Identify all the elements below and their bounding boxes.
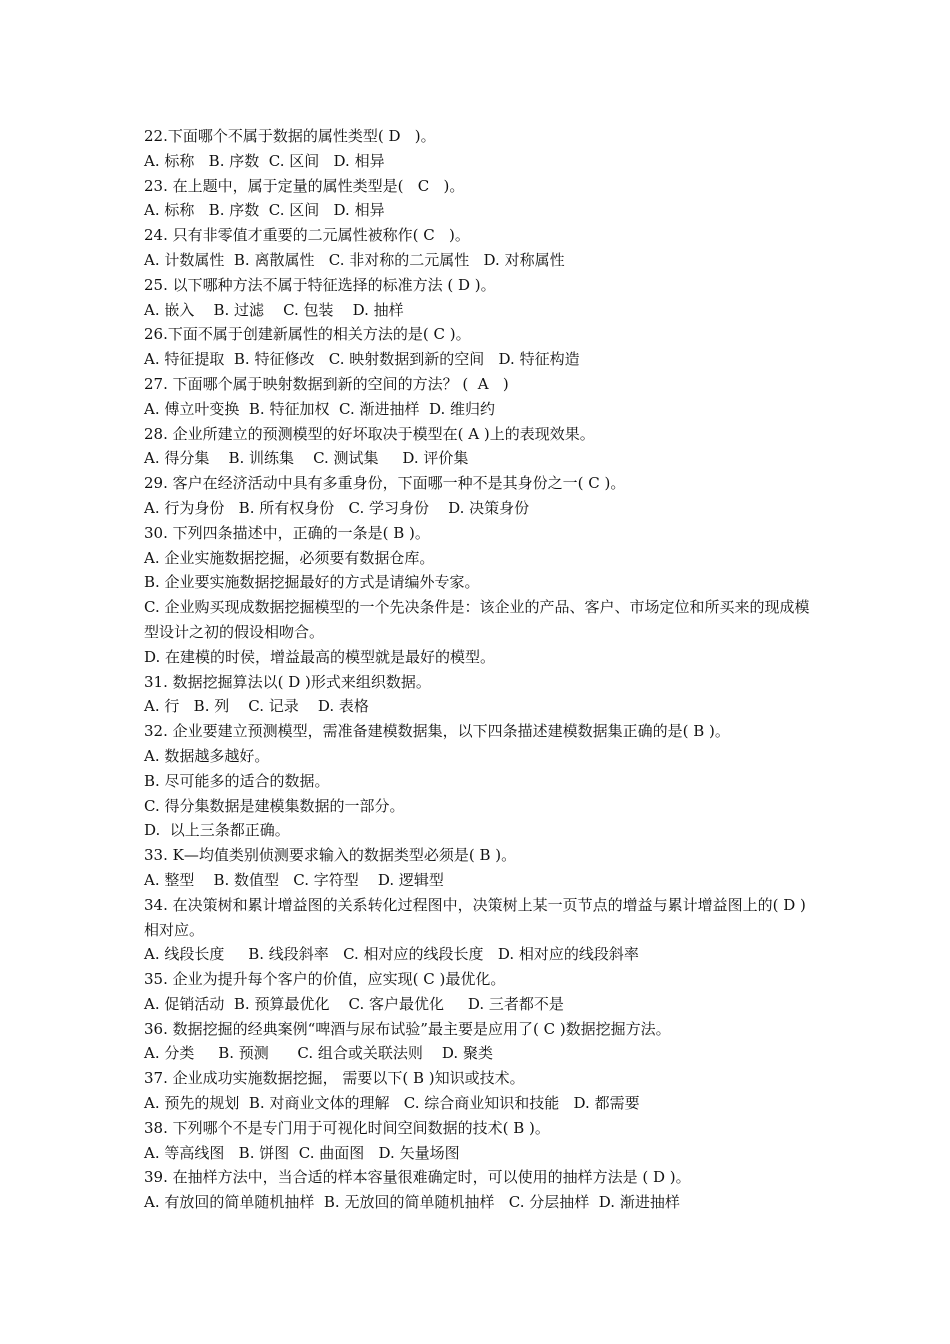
options-24: A. 计数属性 B. 离散属性 C. 非对称的二元属性 D. 对称属性 bbox=[144, 250, 565, 269]
question-39: 39. 在抽样方法中，当合适的样本容量很难确定时，可以使用的抽样方法是 ( D )。 bbox=[144, 1168, 691, 1187]
options-37: A. 预先的规划 B. 对商业文体的理解 C. 综合商业知识和技能 D. 都需要 bbox=[144, 1094, 640, 1113]
options-31: A. 行 B. 列 C. 记录 D. 表格 bbox=[144, 697, 369, 716]
question-27: 27. 下面哪个属于映射数据到新的空间的方法？ ( A ) bbox=[144, 374, 509, 393]
question-23: 23. 在上题中，属于定量的属性类型是( C )。 bbox=[144, 176, 465, 195]
question-25: 25. 以下哪种方法不属于特征选择的标准方法 ( D )。 bbox=[144, 275, 496, 294]
options-34: A. 线段长度 B. 线段斜率 C. 相对应的线段长度 D. 相对应的线段斜率 bbox=[144, 945, 639, 964]
option-32-b: B. 尽可能多的适合的数据。 bbox=[144, 771, 330, 790]
question-24: 24. 只有非零值才重要的二元属性被称作( C )。 bbox=[144, 226, 470, 245]
option-32-c: C. 得分集数据是建模集数据的一部分。 bbox=[144, 796, 405, 815]
question-22: 22.下面哪个不属于数据的属性类型( D )。 bbox=[144, 127, 436, 145]
options-27: A. 傅立叶变换 B. 特征加权 C. 渐进抽样 D. 维归约 bbox=[144, 399, 496, 418]
question-34: 34. 在决策树和累计增益图的关系转化过程图中，决策树上某一页节点的增益与累计增益图上的( D )相对应。 bbox=[144, 895, 806, 939]
question-32: 32. 企业要建立预测模型，需准备建模数据集，以下四条描述建模数据集正确的是( B )。 bbox=[144, 722, 730, 741]
options-22: A. 标称 B. 序数 C. 区间 D. 相异 bbox=[144, 151, 385, 170]
option-32-a: A. 数据越多越好。 bbox=[144, 746, 270, 765]
option-30-b: B. 企业要实施数据挖掘最好的方式是请编外专家。 bbox=[144, 573, 480, 592]
question-list bbox=[144, 124, 814, 1215]
options-25: A. 嵌入 B. 过滤 C. 包装 D. 抽样 bbox=[144, 300, 404, 319]
options-36: A. 分类 B. 预测 C. 组合或关联法则 D. 聚类 bbox=[144, 1044, 493, 1063]
question-37: 37. 企业成功实施数据挖掘， 需要以下( B )知识或技术。 bbox=[144, 1069, 525, 1088]
question-30: 30. 下列四条描述中，正确的一条是( B )。 bbox=[144, 523, 430, 542]
question-33: 33. K—均值类别侦测要求输入的数据类型必须是( B )。 bbox=[144, 846, 517, 865]
question-31: 31. 数据挖掘算法以( D )形式来组织数据。 bbox=[144, 672, 431, 691]
options-29: A. 行为身份 B. 所有权身份 C. 学习身份 D. 决策身份 bbox=[144, 498, 530, 517]
option-30-d: D. 在建模的时侯，增益最高的模型就是最好的模型。 bbox=[144, 647, 496, 666]
question-38: 38. 下列哪个不是专门用于可视化时间空间数据的技术( B )。 bbox=[144, 1118, 550, 1137]
options-33: A. 整型 B. 数值型 C. 字符型 D. 逻辑型 bbox=[144, 870, 444, 889]
option-30-c: C. 企业购买现成数据挖掘模型的一个先决条件是：该企业的产品、客户、市场定位和所买来的现成模型设计之初的假设相吻合。 bbox=[144, 598, 810, 641]
question-26: 26.下面不属于创建新属性的相关方法的是( C )。 bbox=[144, 325, 471, 344]
options-35: A. 促销活动 B. 预算最优化 C. 客户最优化 D. 三者都不是 bbox=[144, 994, 564, 1013]
options-26: A. 特征提取 B. 特征修改 C. 映射数据到新的空间 D. 特征构造 bbox=[144, 350, 580, 369]
question-28: 28. 企业所建立的预测模型的好坏取决于模型在( A )上的表现效果。 bbox=[144, 424, 595, 443]
question-29: 29. 客户在经济活动中具有多重身份，下面哪一种不是其身份之一( C )。 bbox=[144, 474, 626, 493]
question-36: 36. 数据挖掘的经典案例“啤酒与尿布试验”最主要是应用了( C )数据挖掘方法。 bbox=[144, 1019, 671, 1038]
options-23: A. 标称 B. 序数 C. 区间 D. 相异 bbox=[144, 201, 385, 220]
options-39: A. 有放回的简单随机抽样 B. 无放回的简单随机抽样 C. 分层抽样 D. 渐进抽样 bbox=[144, 1193, 680, 1212]
options-28: A. 得分集 B. 训练集 C. 测试集 D. 评价集 bbox=[144, 449, 469, 468]
option-30-a: A. 企业实施数据挖掘，必须要有数据仓库。 bbox=[144, 548, 435, 567]
option-32-d: D. 以上三条都正确。 bbox=[144, 821, 290, 840]
question-35: 35. 企业为提升每个客户的价值，应实现( C )最优化。 bbox=[144, 970, 506, 989]
options-38: A. 等高线图 B. 饼图 C. 曲面图 D. 矢量场图 bbox=[144, 1143, 460, 1162]
